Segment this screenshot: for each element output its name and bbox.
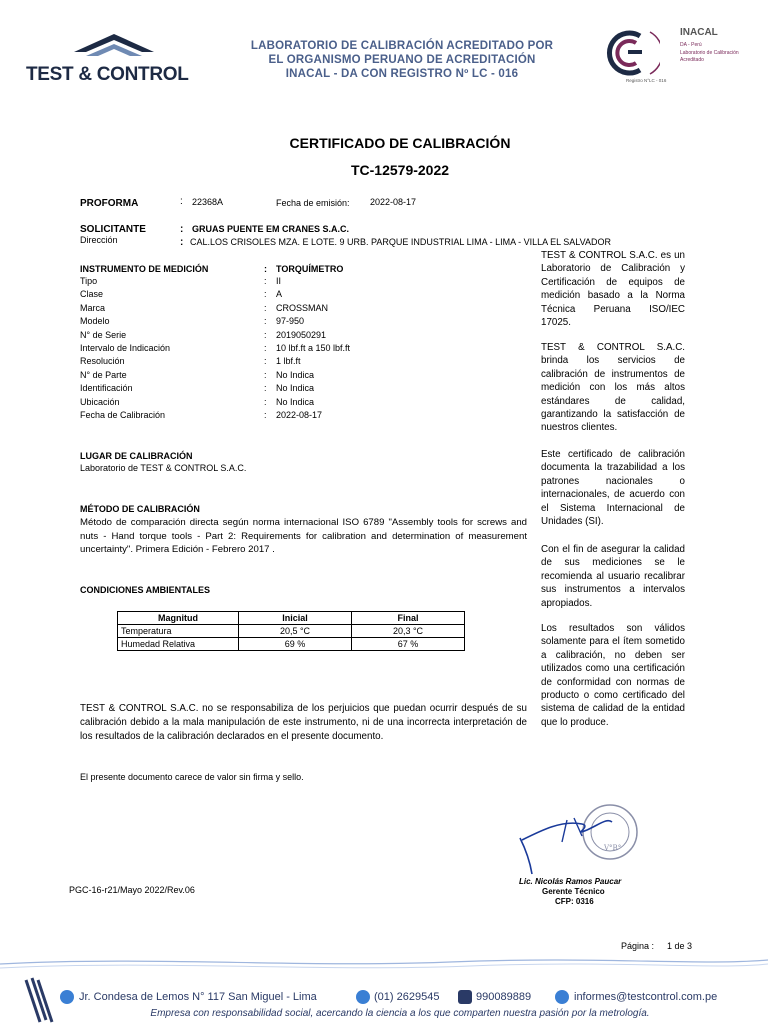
instrument-field-label: Modelo xyxy=(80,316,110,327)
inacal-registration: Registro N°LC - 016 xyxy=(626,78,667,83)
signature-stamp-icon xyxy=(512,800,642,880)
validity-note: El presente documento carece de valor sin firma y sello. xyxy=(80,772,304,782)
inacal-subtitle-2: Laboratorio de Calibración xyxy=(680,50,739,56)
form-code: PGC-16-r21/Mayo 2022/Rev.06 xyxy=(69,885,195,895)
instrument-field-label: N° de Serie xyxy=(80,329,127,340)
inacal-title: INACAL xyxy=(680,27,718,38)
company-logo-text: TEST & CONTROL xyxy=(26,64,189,85)
page-label: Página : xyxy=(621,941,655,951)
location-label: LUGAR DE CALIBRACIÓN xyxy=(80,451,193,461)
location-icon xyxy=(60,990,74,1004)
instrument-field-value: 1 lbf.ft xyxy=(276,356,301,367)
test-control-logo-mark xyxy=(64,30,164,68)
footer-mobile: 990089889 xyxy=(476,991,532,1003)
table-header: Magnitud xyxy=(118,612,239,625)
table-cell: 20,5 °C xyxy=(239,625,352,638)
inacal-subtitle: DA - Perú xyxy=(680,42,702,48)
instrument-field-value: CROSSMAN xyxy=(276,302,329,313)
instrument-field-value: II xyxy=(276,276,282,286)
conditions-table xyxy=(117,611,465,651)
table-cell: 67 % xyxy=(352,638,465,651)
footer-email: informes@testcontrol.com.pe xyxy=(574,991,718,1003)
emission-date-value: 2022-08-17 xyxy=(370,197,417,207)
accreditation-line-3: INACAL - DA CON REGISTRO Nº LC - 016 xyxy=(285,68,519,80)
instrument-field-value: 2022-08-17 xyxy=(276,410,323,420)
requester-label: SOLICITANTE xyxy=(80,224,146,235)
certificate-title: CERTIFICADO DE CALIBRACIÓN xyxy=(289,135,511,151)
requester-value: GRUAS PUENTE EM CRANES S.A.C. xyxy=(192,224,350,234)
instrument-field-label: Ubicación xyxy=(80,396,120,407)
signer-role: Gerente Técnico xyxy=(542,887,605,896)
instrument-field-value: No Indica xyxy=(276,369,315,380)
side-paragraph-3: Este certificado de calibración documenta la trazabilidad a los patrones nacionales o internacionales, de acuerdo con el Sistema Internacional de Unidades (SI). xyxy=(541,449,685,528)
instrument-label: INSTRUMENTO DE MEDICIÓN xyxy=(80,264,209,274)
instrument-field-value: No Indica xyxy=(276,396,315,407)
accreditation-line-1: LABORATORIO DE CALIBRACIÓN ACREDITADO POR xyxy=(250,40,554,52)
instrument-field-value: 10 lbf.ft a 150 lbf.ft xyxy=(276,343,351,353)
footer-tagline: Empresa con responsabilidad social, acercando la ciencia a los que comparten nuestra pasión por la metrología. xyxy=(150,1008,650,1019)
signer-cfp: CFP: 0316 xyxy=(555,897,594,906)
email-icon xyxy=(555,990,569,1004)
inacal-subtitle-3: Acreditado xyxy=(680,57,704,63)
instrument-value: TORQUÍMETRO xyxy=(276,264,344,274)
page-number: 1 de 3 xyxy=(667,941,693,951)
table-cell: 69 % xyxy=(239,638,352,651)
svg-text:V°B°: V°B° xyxy=(604,844,622,852)
method-label: MÉTODO DE CALIBRACIÓN xyxy=(80,504,200,514)
emission-date-label: Fecha de emisión: xyxy=(276,198,350,208)
footer-address: Jr. Condesa de Lemos N° 117 San Miguel - Lima xyxy=(79,991,317,1003)
proforma-label: PROFORMA xyxy=(80,198,139,209)
instrument-field-value: A xyxy=(276,289,283,300)
mobile-icon xyxy=(458,990,472,1004)
location-value: Laboratorio de TEST & CONTROL S.A.C. xyxy=(80,463,247,473)
table-row xyxy=(118,625,465,638)
instrument-field-value: 2019050291 xyxy=(276,329,327,340)
conditions-label: CONDICIONES AMBIENTALES xyxy=(80,585,211,595)
instrument-field-label: Tipo xyxy=(80,276,98,286)
side-paragraph-5: Los resultados son válidos solamente para el ítem sometido a calibración, no deben ser utilizados como una certificación de conformidad con normas de producto o como certificado del sistema de calidad de la entidad que lo produce. xyxy=(541,623,685,728)
method-text: Método de comparación directa según norma internacional ISO 6789 "Assembly tools for screws and nuts - Hand torque tools - Part 2: Requirements for calibration and determination of measurement uncertainty". Primera Edición - Febrero 2017 . xyxy=(80,517,527,555)
address-value: CAL.LOS CRISOLES MZA. E LOTE. 9 URB. PARQUE INDUSTRIAL LIMA - LIMA - VILLA EL SALVADOR xyxy=(190,237,611,247)
disclaimer-text: TEST & CONTROL S.A.C. no se responsabiliza de los perjuicios que puedan ocurrir después de su calibración debido a la mala manipulación de este instrumento, ni de una incorrecta interpretación de los resultados de la calibración declarados en el presente documento. xyxy=(80,703,527,742)
instrument-field-label: Fecha de Calibración xyxy=(80,410,166,420)
phone-icon xyxy=(356,990,370,1004)
table-header: Final xyxy=(352,612,465,625)
address-label: Dirección xyxy=(80,235,118,245)
accreditation-line-2: EL ORGANISMO PERUANO DE ACREDITACIÓN xyxy=(268,54,536,66)
instrument-field-label: Resolución xyxy=(80,356,125,367)
table-cell: Humedad Relativa xyxy=(118,638,239,651)
side-paragraph-4: Con el fin de asegurar la calidad de sus mediciones se le recomienda al usuario recalibrar sus instrumentos a intervalos apropiados. xyxy=(541,544,685,609)
instrument-field-label: Identificación xyxy=(80,383,133,394)
instrument-field-label: Intervalo de Indicación xyxy=(80,343,171,353)
table-header: Inicial xyxy=(239,612,352,625)
side-paragraph-1: TEST & CONTROL S.A.C. es un Laboratorio de Calibración y Certificación de equipos de medición basado a la Norma Técnica Peruana ISO/IEC 17025. xyxy=(541,250,685,329)
signer-name: Lic. Nicolás Ramos Paucar xyxy=(519,877,622,886)
certificate-number: TC-12579-2022 xyxy=(350,162,450,178)
instrument-field-value: 97-950 xyxy=(276,316,305,327)
footer-phone: (01) 2629545 xyxy=(374,991,440,1003)
inacal-logo-icon xyxy=(600,28,660,78)
instrument-field-label: Marca xyxy=(80,302,106,313)
table-cell: 20,3 °C xyxy=(352,625,465,638)
table-row xyxy=(118,638,465,651)
instrument-field-label: N° de Parte xyxy=(80,369,127,380)
instrument-field-label: Clase xyxy=(80,289,104,300)
side-paragraph-2: TEST & CONTROL S.A.C. brinda los servicios de calibración de instrumentos de medición con los más altos estándares de calidad, garantizando la satisfacción de nuestros clientes. xyxy=(541,342,685,434)
proforma-value: 22368A xyxy=(192,197,224,207)
table-cell: Temperatura xyxy=(118,625,239,638)
instrument-field-value: No Indica xyxy=(276,383,315,394)
